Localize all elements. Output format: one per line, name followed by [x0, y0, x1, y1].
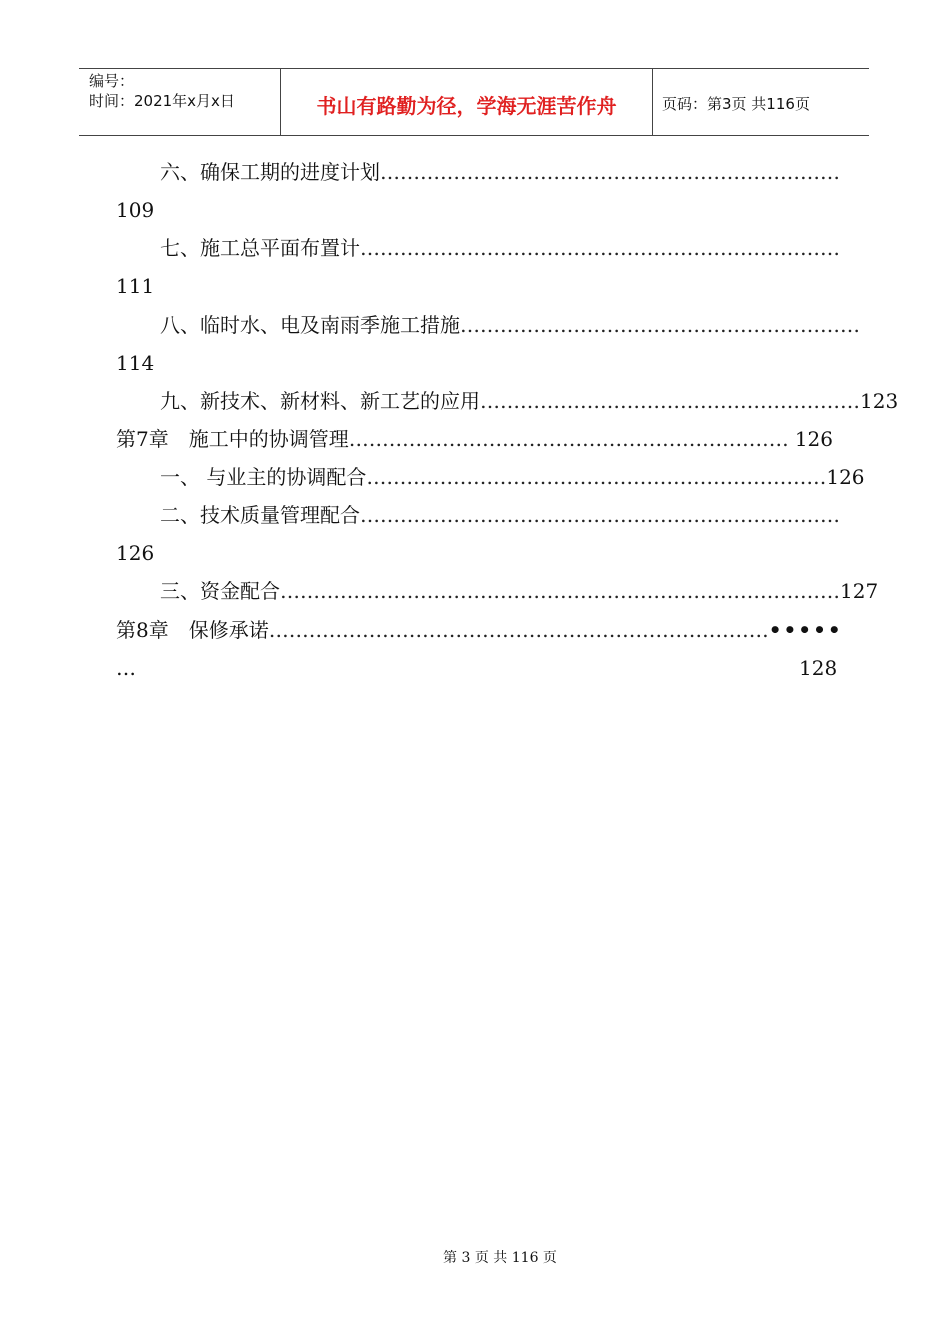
toc-entry-title: 三、资金配合	[160, 579, 280, 603]
toc-entry-title: 八、临时水、电及南雨季施工措施	[160, 313, 460, 337]
toc-entry-page: 126	[826, 465, 865, 489]
toc-leader-dots: ……………………………………………………………	[380, 160, 840, 184]
toc-entry-page: 123	[860, 389, 899, 413]
toc-leader-dots: ……………………………………………………	[460, 313, 860, 337]
toc-entry-title: 二、技术质量管理配合	[160, 503, 360, 527]
toc-entry-title: 第8章 保修承诺	[116, 618, 269, 642]
toc-entry[interactable]	[160, 502, 840, 528]
toc-entry-title: 第7章 施工中的协调管理	[116, 427, 349, 451]
toc-entry[interactable]	[116, 617, 843, 643]
toc-entry-title: 一、 与业主的协调配合	[160, 465, 367, 489]
toc-entry-title: 六、确保工期的进度计划	[160, 160, 380, 184]
toc-leader-dots: ……………………………………………………………	[366, 465, 827, 489]
toc-entry[interactable]	[160, 388, 899, 414]
document-header	[79, 68, 869, 136]
toc-entry-page: 126	[794, 427, 833, 451]
toc-entry-title: 七、施工总平面布置计	[160, 236, 360, 260]
page-footer: 第 3 页 共 116 页	[443, 1250, 557, 1266]
toc-entry-title: 九、新技术、新材料、新工艺的应用	[160, 389, 480, 413]
header-page-info: 页码：第3页 共116页	[662, 94, 810, 113]
toc-entry[interactable]	[160, 235, 840, 261]
header-motto: 书山有路勤为径，学海无涯苦作舟	[281, 69, 653, 135]
toc-leader-continuation: …	[116, 656, 136, 680]
toc-entry-page: 109	[116, 198, 155, 222]
toc-entry-page: 128	[799, 656, 838, 680]
toc-leader-dots: ………………………………………………………………	[360, 236, 840, 260]
toc-leader-dots: …………………………………………………………………	[268, 618, 769, 642]
toc-entry[interactable]	[116, 426, 833, 452]
toc-entry-page: 111	[116, 274, 155, 298]
toc-entry-page: 114	[116, 351, 155, 375]
time-label: 时间：2021年x月x日	[89, 92, 235, 110]
toc-entry[interactable]	[160, 312, 860, 338]
toc-entry[interactable]	[160, 159, 840, 185]
toc-leader-dots: …………………………………………………	[480, 389, 860, 413]
toc-entry[interactable]	[160, 578, 879, 604]
toc-entry-page: 127	[840, 579, 879, 603]
toc-entry[interactable]	[160, 464, 865, 490]
toc-leader-dots: …………………………………………………………	[348, 427, 789, 451]
toc-leader-dots: …………………………………………………………………………	[280, 579, 840, 603]
header-meta	[79, 69, 281, 135]
toc-entry-page: 126	[116, 541, 155, 565]
toc-leader-bold-dots: •••••	[768, 618, 843, 642]
toc-leader-dots: ………………………………………………………………	[360, 503, 840, 527]
number-label: 编号：	[89, 72, 135, 90]
